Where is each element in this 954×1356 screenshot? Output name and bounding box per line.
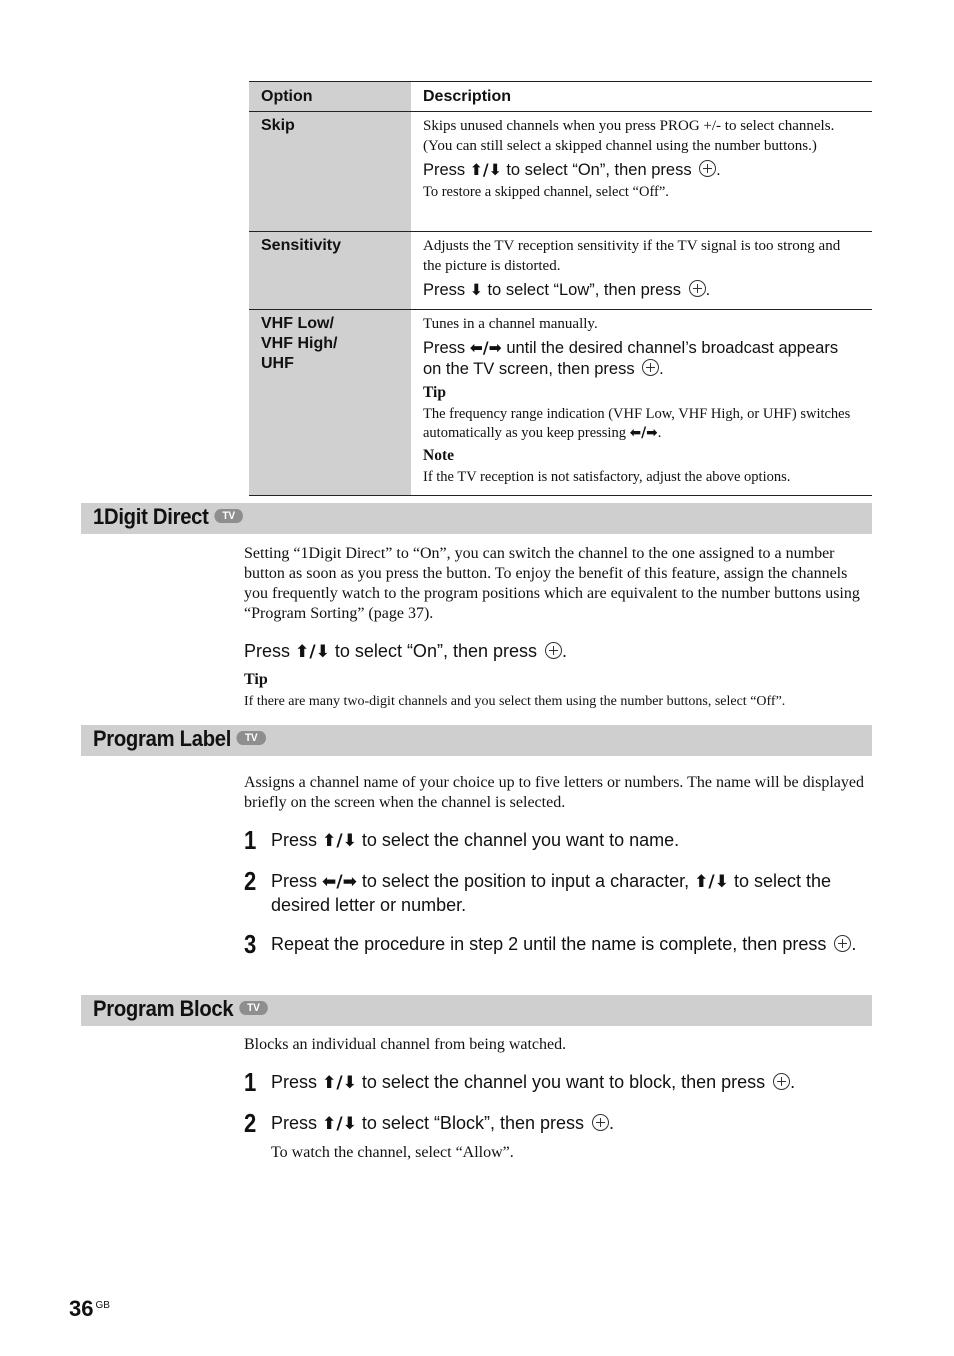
program-label-body: Assigns a channel name of your choice up to five letters or numbers. The name will be displayed briefly on the screen when the channel is selected. — [244, 774, 864, 811]
table-row — [249, 232, 872, 310]
enter-icon — [773, 1073, 790, 1090]
skip-desc: Skips unused channels when you press PROG +/- to select channels. (You can still select a skipped channel using the number buttons.) — [423, 118, 835, 154]
tv-badge: TV — [214, 509, 243, 523]
region-code: GB — [95, 1300, 110, 1311]
down-arrow-icon: ⬇ — [469, 280, 483, 299]
option-sensitivity: Sensitivity — [249, 232, 411, 310]
step-number: 2 — [244, 1108, 257, 1138]
skip-note: To restore a skipped channel, select “Off”. — [423, 184, 669, 200]
step-number: 3 — [244, 929, 257, 959]
section-header-1digit-direct — [81, 503, 872, 534]
vhf-tip-label: Tip — [423, 384, 446, 401]
section-title: Program Label TV — [93, 726, 266, 752]
tv-badge: TV — [239, 1001, 268, 1015]
step-text: Press ⬆/⬇ to select the channel you want to name. — [271, 830, 680, 851]
step-note: To watch the channel, select “Allow”. — [271, 1144, 514, 1161]
up-down-arrow-icon: ⬆/⬇ — [295, 642, 330, 662]
vhf-note-text: If the TV reception is not satisfactory, adjust the above options. — [423, 469, 791, 485]
1digit-press: Press ⬆/⬇ to select “On”, then press . — [244, 641, 568, 662]
step-number: 2 — [244, 866, 257, 896]
left-right-arrow-icon: ⬅/➡ — [469, 338, 502, 357]
enter-icon — [592, 1114, 609, 1131]
sensitivity-press: Press ⬇ to select “Low”, then press . — [423, 280, 711, 299]
vhf-tip-text: The frequency range indication (VHF Low, VHF High, or UHF) switches automatically as you keep pressing ⬅/➡. — [423, 406, 851, 441]
left-right-arrow-icon: ⬅/➡ — [322, 872, 357, 892]
skip-press: Press ⬆/⬇ to select “On”, then press . — [423, 160, 721, 179]
option-skip: Skip — [249, 112, 411, 232]
step-number: 1 — [244, 1067, 257, 1097]
up-down-arrow-icon: ⬆/⬇ — [469, 160, 502, 179]
left-right-arrow-icon: ⬅/➡ — [629, 425, 658, 441]
vhf-note-label: Note — [423, 447, 454, 464]
1digit-tip-label: Tip — [244, 671, 268, 688]
vhf-press: Press ⬅/➡ until the desired channel’s broadcast appears on the TV screen, then press . — [423, 338, 839, 378]
description-vhf — [411, 310, 872, 496]
step-text: Press ⬅/➡ to select the position to input a character, ⬆/⬇ to select the desired letter or number. — [271, 871, 832, 915]
header-description: Description — [411, 82, 872, 112]
up-down-arrow-icon: ⬆/⬇ — [322, 1114, 357, 1134]
program-block-body: Blocks an individual channel from being watched. — [244, 1036, 567, 1053]
header-option: Option — [249, 82, 411, 112]
enter-icon — [642, 359, 659, 376]
description-sensitivity — [411, 232, 872, 310]
step-number: 1 — [244, 825, 257, 855]
tv-badge: TV — [237, 731, 266, 745]
option-vhf: VHF Low/ VHF High/ UHF — [249, 310, 411, 496]
enter-icon — [834, 935, 851, 952]
vhf-desc: Tunes in a channel manually. — [423, 316, 598, 332]
page-number: 36 $^{GB}$ — [69, 1296, 110, 1321]
up-down-arrow-icon: ⬆/⬇ — [694, 872, 729, 892]
enter-icon — [689, 280, 706, 297]
step-text: Press ⬆/⬇ to select “Block”, then press . — [271, 1113, 615, 1134]
section-header-program-label — [81, 725, 872, 756]
up-down-arrow-icon: ⬆/⬇ — [322, 1073, 357, 1093]
step-text: Press ⬆/⬇ to select the channel you want to block, then press . — [271, 1072, 796, 1093]
table-header-row — [249, 82, 872, 112]
section-header-program-block — [81, 995, 872, 1026]
sensitivity-desc: Adjusts the TV reception sensitivity if the TV signal is too strong and the picture is distorted. — [423, 238, 841, 274]
table-row — [249, 310, 872, 496]
up-down-arrow-icon: ⬆/⬇ — [322, 831, 357, 851]
enter-icon — [545, 642, 562, 659]
description-skip — [411, 112, 872, 232]
enter-icon — [699, 160, 716, 177]
section-title: 1Digit Direct TV — [93, 504, 243, 530]
options-table — [249, 81, 872, 496]
step-text: Repeat the procedure in step 2 until the name is complete, then press . — [271, 934, 857, 954]
1digit-body: Setting “1Digit Direct” to “On”, you can switch the channel to the one assigned to a number button as soon as you press the button. To enjoy the benefit of this feature, assign the channels you frequently watch to the program positions which are equivalent to the number buttons using “Program Sorting” (page 37). — [244, 545, 860, 622]
table-row — [249, 112, 872, 232]
1digit-tip-text: If there are many two-digit channels and you select them using the number buttons, select “Off”. — [244, 694, 786, 709]
section-title: Program Block TV — [93, 996, 268, 1022]
